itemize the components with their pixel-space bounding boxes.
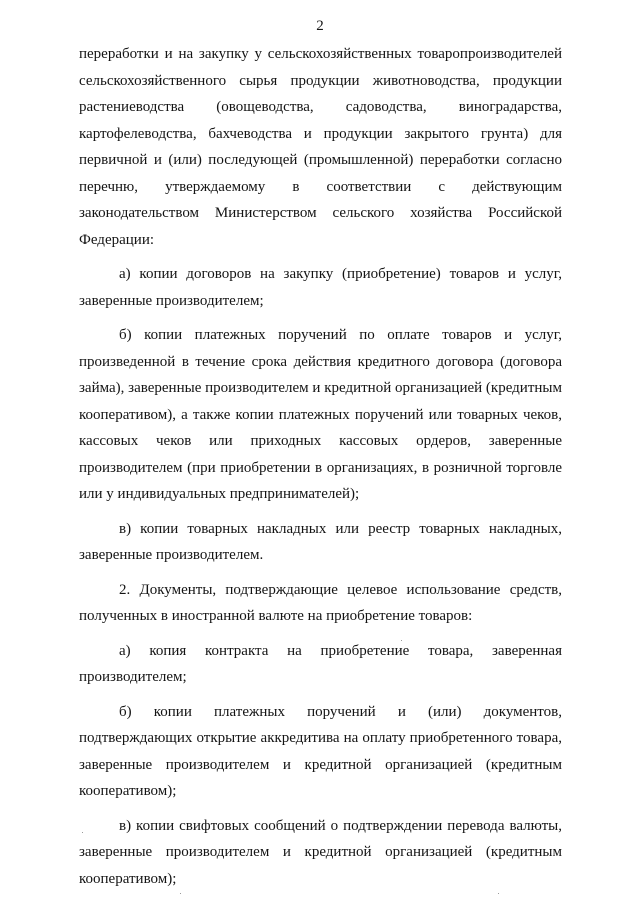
scan-speck <box>82 832 83 833</box>
paragraph-section-2: 2. Документы, подтверждающие целевое использование средств, полученных в иностранной валюте на приобретение товаров: <box>79 581 562 624</box>
scan-speck <box>180 893 181 894</box>
paragraph-item-b-letter-of-credit: б) копии платежных поручений и (или) документов, подтверждающих открытие аккредитива на оплату приобретенного товара, заверенные производителем и кредитной организацией (кредитным кооперативом); <box>79 703 562 799</box>
paragraph-item-a-contract-copy: а) копия контракта на приобретение товара, заверенная производителем; <box>79 642 562 685</box>
scan-speck <box>401 640 402 641</box>
scan-speck <box>498 893 499 894</box>
paragraph-item-v-waybills: в) копии товарных накладных или реестр товарных накладных, заверенные производителем. <box>79 520 562 563</box>
document-body <box>79 41 562 892</box>
page-number: 2 <box>316 18 324 34</box>
paragraph-item-a-contracts: а) копии договоров на закупку (приобретение) товаров и услуг, заверенные производителем; <box>79 266 562 309</box>
paragraph-continuation: переработки и на закупку у сельскохозяйственных товаропроизводителей сельскохозяйственного сырья продукции животноводства, продукции растениеводства (овощеводства, садоводства, виноградарства, картофелеводства, бахчеводства и продукции закрытого грунта) для первичной и (или) последующей (промышленной) переработки согласно перечню, утверждаемому в соответствии с действующим законодательством Министерством сельского хозяйства Российской Федерации: <box>79 46 562 248</box>
paragraph-item-v-swift-messages: в) копии свифтовых сообщений о подтверждении перевода валюты, заверенные производителем и кредитной организацией (кредитным кооперативом); <box>79 817 562 887</box>
paragraph-item-b-payment-orders: б) копии платежных поручений по оплате товаров и услуг, произведенной в течение срока действия кредитного договора (договора займа), заверенные производителем и кредитной организацией (кредитным кооперативом), а также копии платежных поручений или товарных чеков, кассовых чеков или приходных кассовых ордеров, заверенные производителем (при приобретении в организациях, в розничной торговле или у индивидуальных предпринимателей); <box>79 327 562 502</box>
